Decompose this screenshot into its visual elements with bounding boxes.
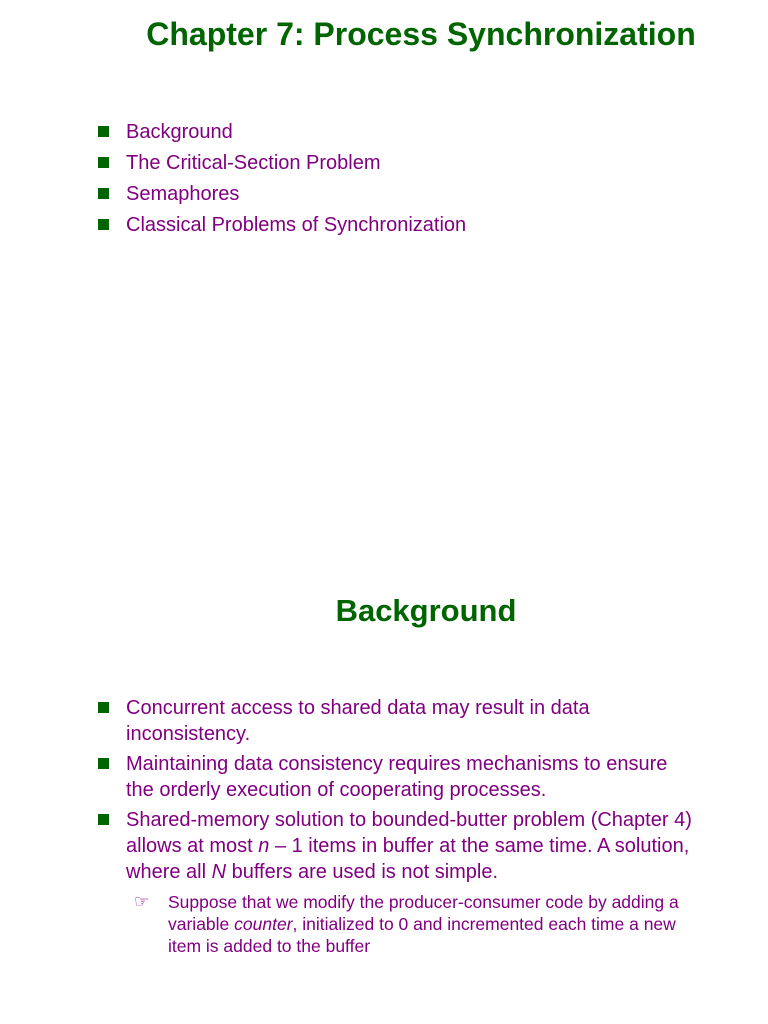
slide-title: Background bbox=[335, 593, 517, 628]
list-item-text: Concurrent access to shared data may result in data inconsistency. bbox=[126, 697, 590, 745]
list-item-text: Maintaining data consistency requires mechanisms to ensure the orderly execution of cooperating processes. bbox=[126, 753, 668, 801]
sub-list-item-text: Suppose that we modify the producer-consumer code by adding a variable counter, initialized to 0 and incremented each time a new item is added to the buffer bbox=[168, 892, 679, 956]
topic-list bbox=[98, 119, 466, 243]
square-bullet-icon bbox=[98, 219, 109, 230]
square-bullet-icon bbox=[98, 702, 109, 713]
list-item bbox=[98, 807, 698, 957]
list-item-text: Shared-memory solution to bounded-butter problem (Chapter 4) allows at most n – 1 items in buffer at the same time. A solution, where all N buffers are used is not simple. bbox=[126, 809, 692, 883]
list-item bbox=[98, 212, 466, 238]
square-bullet-icon bbox=[98, 126, 109, 137]
square-bullet-icon bbox=[98, 758, 109, 769]
list-item bbox=[98, 695, 698, 747]
sub-list bbox=[126, 891, 698, 957]
content-list bbox=[98, 695, 698, 961]
list-item-text: Semaphores bbox=[126, 183, 240, 205]
list-item bbox=[98, 181, 466, 207]
square-bullet-icon bbox=[98, 814, 109, 825]
list-item-text: Background bbox=[126, 121, 233, 143]
square-bullet-icon bbox=[98, 157, 109, 168]
pointing-hand-icon: ☞ bbox=[134, 892, 150, 912]
sub-list-item bbox=[134, 891, 698, 957]
list-item-text: Classical Problems of Synchronization bbox=[126, 214, 467, 236]
list-item bbox=[98, 119, 466, 145]
list-item bbox=[98, 150, 466, 176]
slide-title: Chapter 7: Process Synchronization bbox=[146, 16, 696, 52]
square-bullet-icon bbox=[98, 188, 109, 199]
slide-background bbox=[0, 560, 768, 1024]
list-item bbox=[98, 751, 698, 803]
list-item-text: The Critical-Section Problem bbox=[126, 152, 381, 174]
